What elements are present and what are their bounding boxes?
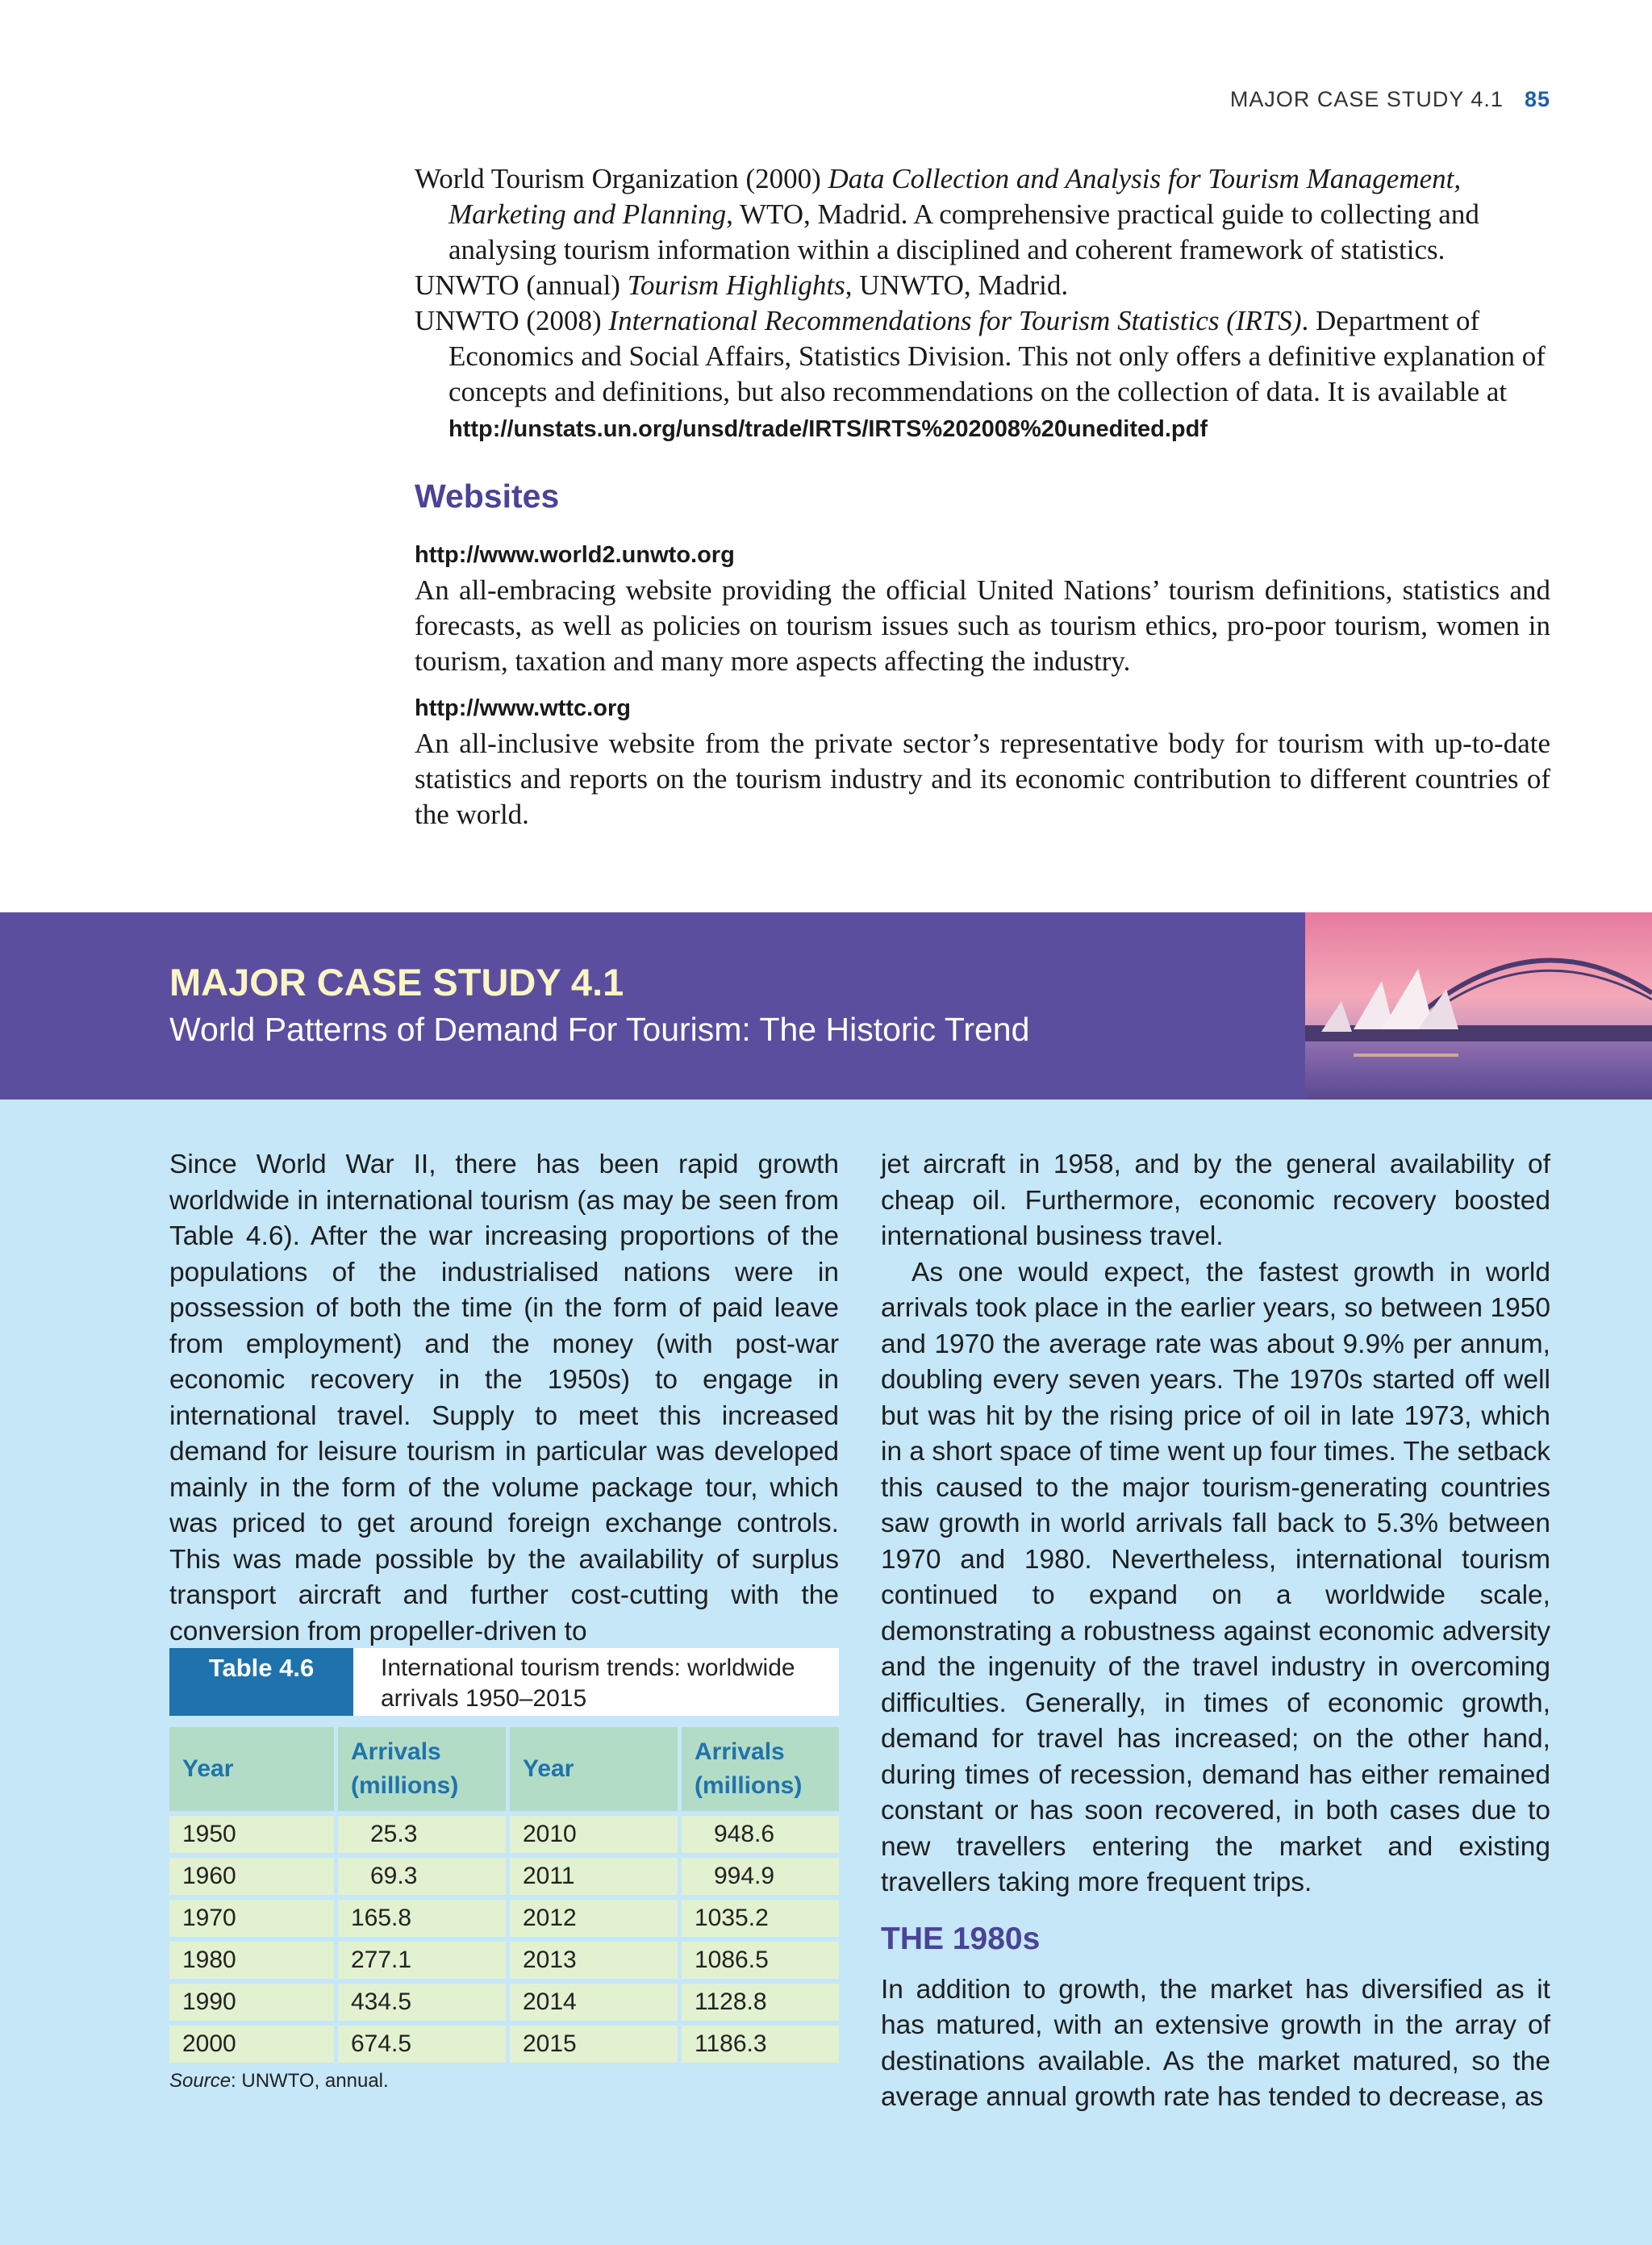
table-caption — [169, 1648, 839, 1716]
source-text: : UNWTO, annual. — [231, 2070, 389, 2092]
cell: 2015 — [506, 2026, 678, 2063]
running-head — [1230, 87, 1550, 112]
cell: 994.9 — [678, 1858, 839, 1895]
paragraph: Since World War II, there has been rapid growth worldwide in international tourism (as may be seen from Table 4.6). After the war increasing proportions of the populations of the industrialised nations were in possession of both the time (in the form of paid leave from employment) and the money (with post-war economic recovery in the 1950s) to engage in international travel. Supply to meet this increased demand for leisure tourism in particular was developed mainly in the form of the volume package tour, which was priced to get around foreign exchange controls. This was made possible by the availability of surplus transport aircraft and further cost-cutting with the conversion from propeller-driven to — [169, 1150, 839, 1646]
websites-heading: Websites — [415, 478, 560, 515]
cell: 948.6 — [678, 1816, 839, 1853]
case-study-title: MAJOR CASE STUDY 4.1 — [169, 961, 624, 1004]
cell: 2013 — [506, 1942, 678, 1979]
source-label: Source — [169, 2070, 232, 2092]
cell: 1035.2 — [678, 1900, 839, 1937]
website-description: An all-embracing website providing the official United Nations’ tourism definitions, statistics and forecasts, as well as policies on tourism issues such as tourism ethics, pro-poor tourism, women in tourism, taxation and many more aspects affecting the industry. — [415, 574, 1550, 677]
column-header: Arrivals (millions) — [678, 1727, 839, 1811]
reference-link[interactable]: http://unstats.un.org/unsd/trade/IRTS/IRTS%202008%20unedited.pdf — [448, 416, 1208, 442]
reference-title: Tourism Highlights — [627, 269, 845, 301]
table-row — [169, 1858, 839, 1895]
column-header: Year — [506, 1727, 678, 1811]
cell: 1990 — [169, 1984, 334, 2021]
cell: 1128.8 — [678, 1984, 839, 2021]
cell: 165.8 — [334, 1900, 506, 1937]
table-row — [169, 1984, 839, 2021]
arrivals-table — [169, 1722, 839, 2068]
reference-list — [415, 161, 1550, 447]
website-entry — [415, 539, 1550, 679]
table-header-row — [169, 1727, 839, 1811]
case-study-subtitle: World Patterns of Demand For Tourism: The Historic Trend — [169, 1011, 1030, 1048]
reference-author: World Tourism Organization (2000) — [415, 163, 828, 194]
website-link[interactable]: http://www.wttc.org — [415, 695, 631, 721]
paragraph: jet aircraft in 1958, and by the general availability of cheap oil. Furthermore, economic recovery boosted international business travel. — [881, 1150, 1550, 1251]
sydney-opera-house-photo — [1305, 912, 1652, 1100]
reference-title: Data Collection and Analysis for Tourism Management, Marketing and Planning — [448, 163, 1462, 230]
reference-detail: . Department of Economics and Social Affairs, Statistics Division. This not only offers a definitive explanation of concepts and definitions, but also recommendations on the collection of data. It is available at — [448, 305, 1546, 407]
cell: 2014 — [506, 1984, 678, 2021]
right-column — [881, 1147, 1550, 2116]
reference-author: UNWTO (annual) — [415, 269, 628, 301]
reference-item — [415, 268, 1550, 303]
paragraph: As one would expect, the fastest growth in world arrivals took place in the earlier years, so between 1950 and 1970 the average rate was about 9.9% per annum, doubling every seven years. The 1970s started off well but was hit by the rising price of oil in late 1973, which in a short space of time went up four times. The setback this caused to the major tourism-generating countries saw growth in world arrivals fall back to 5.3% between 1970 and 1980. Nevertheless, international tourism continued to expand on a worldwide scale, demonstrating a robustness against economic adversity and the ingenuity of the travel industry in overcoming difficulties. Generally, in times of economic growth, demand for travel has increased; on the other hand, during times of recession, demand has either remained constant or has soon recovered, in both cases due to new travellers entering the market and existing travellers taking more frequent trips. — [881, 1257, 1550, 1897]
website-entry — [415, 692, 1550, 832]
cell: 2000 — [169, 2026, 334, 2063]
table-source — [169, 2070, 389, 2093]
paragraph: In addition to growth, the market has diversified as it has matured, with an extensive growth in the array of destinations available. As the market matured, so the average annual growth rate has tended to decrease, as — [881, 1974, 1550, 2112]
cell: 1950 — [169, 1816, 334, 1853]
table-row — [169, 1816, 839, 1853]
cell: 69.3 — [334, 1858, 506, 1895]
table-row — [169, 2026, 839, 2063]
cell: 2011 — [506, 1858, 678, 1895]
reference-detail: , UNWTO, Madrid. — [845, 269, 1069, 301]
page-number: 85 — [1524, 87, 1550, 111]
reference-item — [415, 161, 1550, 268]
website-description: An all-inclusive website from the private sector’s representative body for tourism with up-to-date statistics and reports on the tourism industry and its economic contribution to different countries of the world. — [415, 728, 1550, 830]
cell: 1960 — [169, 1858, 334, 1895]
table-label: Table 4.6 — [169, 1648, 353, 1716]
cell: 1186.3 — [678, 2026, 839, 2063]
cell: 1980 — [169, 1942, 334, 1979]
reference-item — [415, 303, 1550, 447]
cell: 277.1 — [334, 1942, 506, 1979]
column-header: Arrivals (millions) — [334, 1727, 506, 1811]
website-link[interactable]: http://www.world2.unwto.org — [415, 542, 735, 568]
table-row — [169, 1900, 839, 1937]
section-heading: THE 1980s — [881, 1921, 1041, 1956]
cell: 2010 — [506, 1816, 678, 1853]
table-row — [169, 1942, 839, 1979]
cell: 674.5 — [334, 2026, 506, 2063]
cell: 434.5 — [334, 1984, 506, 2021]
cell: 2012 — [506, 1900, 678, 1937]
reference-author: UNWTO (2008) — [415, 305, 609, 336]
cell: 25.3 — [334, 1816, 506, 1853]
column-header: Year — [169, 1727, 334, 1811]
reference-title: International Recommendations for Tourism Statistics (IRTS) — [608, 305, 1302, 336]
cell: 1970 — [169, 1900, 334, 1937]
reference-detail: , WTO, Madrid. A comprehensive practical guide to collecting and analysing tourism information within a disciplined and coherent framework of statistics. — [448, 198, 1479, 265]
running-title: MAJOR CASE STUDY 4.1 — [1229, 87, 1504, 111]
cell: 1086.5 — [678, 1942, 839, 1979]
left-column — [169, 1147, 839, 1650]
table-title: International tourism trends: worldwide arrivals 1950–2015 — [381, 1655, 795, 1712]
